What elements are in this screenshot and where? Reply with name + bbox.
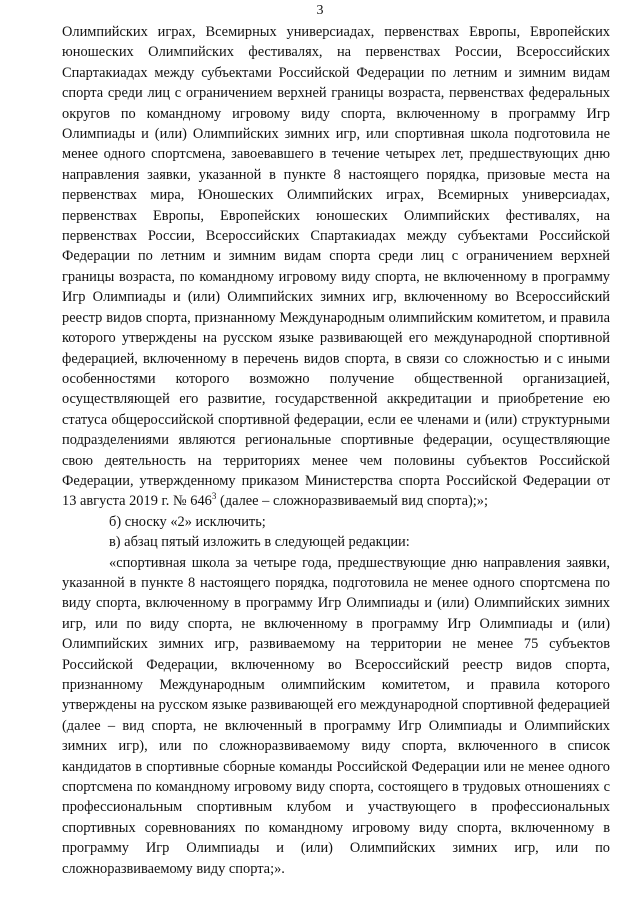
- amended-paragraph: «спортивная школа за четыре года, предшествующие дню направления заявки, указанной в пункте 8 настоящего порядка, подготовила не менее одного спортсмена по виду спорта, включенному в программу Игр Олимпиады и (или) Олимпийских зимних игр, или по виду спорта, не включенному в программу Игр Олимпиады и (или) Олимпийских зимних игр, развиваемому на территории не менее 75 субъектов Российской Федерации, включенному во Всероссийский реестр видов спорта, признанному Международным олимпийским комитетом, и правила которого утверждены на русском языке развивающей его международной спортивной федерацией (далее – вид спорта, не включенный в программу Игр Олимпиады и Олимпийских зимних игр), или по сложноразвиваемому виду спорта, включенного в список кандидатов в спортивные сборные команды Российской Федерации или не менее одного спортсмена по командному игровому виду спорта, состоящего в трудовых отношениях с профессиональным спортивным клубом и участвующего в профессиональных спортивных соревнованиях по командному игровому виду спорта, включенному в программу Игр Олимпиады и (или) Олимпийских зимних игр, или по сложноразвиваемому виду спорта;».: [62, 554, 610, 877]
- paragraph-continuation: [62, 22, 610, 512]
- paragraph-text: Олимпийских играх, Всемирных универсиадах, первенствах Европы, Европейских юношеских Олимпийских фестивалях, на первенствах России, Всероссийских Спартакиадах между субъектами Российской Федерации по летним и зимним видам спорта среди лиц с ограничением верхней границы возраста, первенствах федеральных округов по командному игровому виду спорта, включенному в программу Игр Олимпиады и (или) Олимпийских зимних игр, или спортивная школа подготовила не менее одного спортсмена, завоевавшего в течение четырех лет, предшествующих дню направления заявки, указанной в пункте 8 настоящего порядка, призовые места на первенствах мира, Юношеских Олимпийских играх, Всемирных универсиадах, первенствах Европы, Европейских юношеских Олимпийских фестивалях, на первенствах России, Всероссийских Спартакиадах между субъектами Российской Федерации по летним и зимним видам спорта среди лиц с ограничением верхней границы возраста, по командному игровому виду спорта, не включенному в программу Игр Олимпиады и (или) Олимпийских зимних игр, включенному во Всероссийский реестр видов спорта, признанному Международным олимпийским комитетом, и правила которого утверждены на русском языке развивающей его международной спортивной федерацией, включенному в перечень видов спорта, в связи со сложностью и с иными особенностями которого возможно получение общественной организацией, осуществляющей его развитие, государственной аккредитации и приобретение ею статуса общероссийской спортивной федерации, если ее членами и (или) структурными подразделениями являются региональные спортивные федерации, осуществляющие свою деятельность на территориях менее чем половины субъектов Российской Федерации, утвержденному приказом Министерства спорта Российской Федерации от 13 августа 2019 г. № 646: [62, 24, 610, 510]
- page-number: 3: [316, 3, 324, 18]
- list-item-v: в) абзац пятый изложить в следующей редакции:: [109, 534, 410, 551]
- document-body: [62, 22, 610, 879]
- footnote-reference: 3: [211, 490, 217, 501]
- list-item-b: б) сноску «2» исключить;: [109, 513, 266, 530]
- paragraph-tail: (далее – сложноразвиваемый вид спорта);»;: [216, 493, 488, 510]
